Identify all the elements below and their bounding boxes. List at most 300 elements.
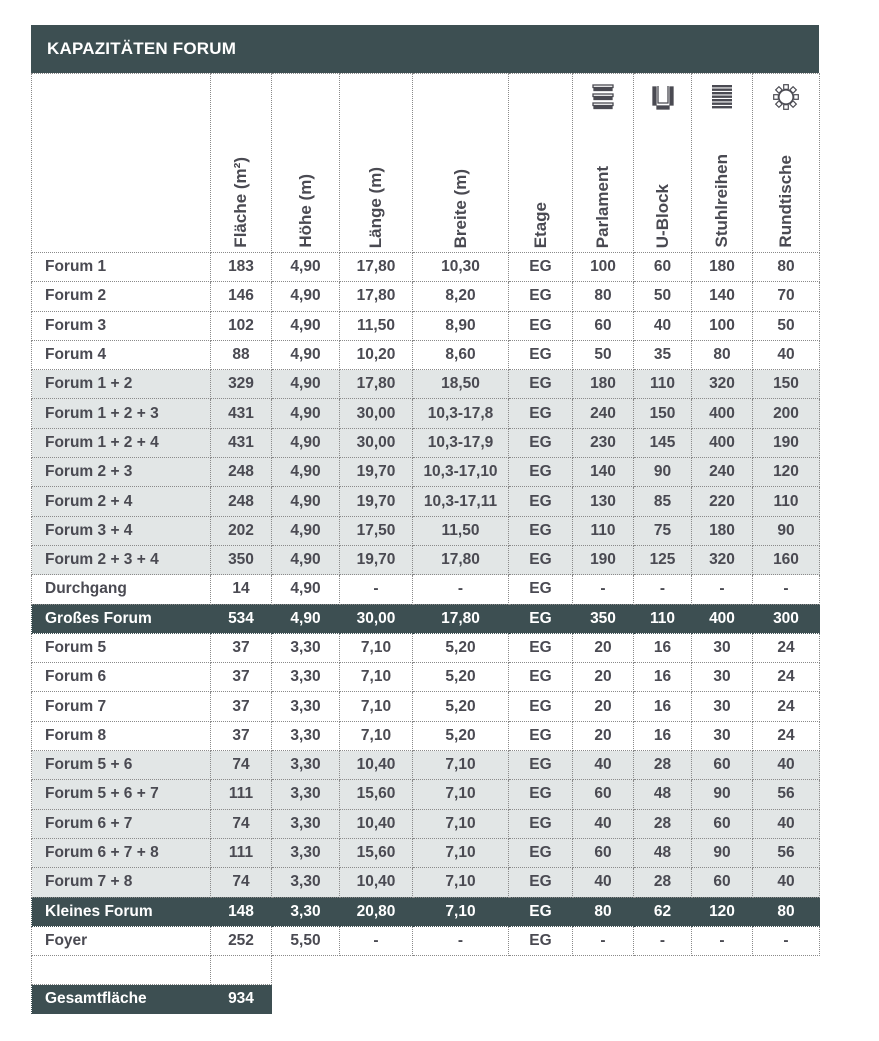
value-cell: 16 (634, 633, 692, 662)
spacer-row (32, 956, 820, 985)
table-row (32, 282, 820, 311)
value-cell: 140 (573, 458, 634, 487)
value-cell: 30 (692, 663, 753, 692)
value-cell: 110 (634, 370, 692, 399)
value-cell: 4,90 (272, 253, 340, 282)
value-cell: 3,30 (272, 838, 340, 867)
value-cell: 30,00 (340, 428, 413, 457)
room-name-cell: Forum 2 + 4 (32, 487, 211, 516)
value-cell: 150 (753, 370, 820, 399)
value-cell: 17,80 (340, 282, 413, 311)
value-cell: 56 (753, 780, 820, 809)
capacity-table-container (31, 25, 819, 1014)
value-cell: 329 (211, 370, 272, 399)
value-cell: 40 (573, 868, 634, 897)
capacity-table (31, 73, 820, 1014)
value-cell: 4,90 (272, 516, 340, 545)
value-cell: EG (509, 897, 573, 926)
room-name-cell: Forum 7 + 8 (32, 868, 211, 897)
value-cell: EG (509, 809, 573, 838)
value-cell: 4,90 (272, 311, 340, 340)
no-cell (413, 985, 509, 1014)
column-header (509, 74, 573, 253)
value-cell: 15,60 (340, 838, 413, 867)
empty-cell (32, 956, 211, 985)
value-cell: 320 (692, 545, 753, 574)
value-cell: 60 (692, 868, 753, 897)
room-name-cell: Forum 4 (32, 340, 211, 369)
table-row (32, 692, 820, 721)
value-cell: 3,30 (272, 868, 340, 897)
value-cell: 5,20 (413, 663, 509, 692)
value-cell: 17,80 (413, 604, 509, 633)
value-cell: 37 (211, 633, 272, 662)
table-row-combination (32, 545, 820, 574)
value-cell: 90 (692, 838, 753, 867)
table-row (32, 926, 820, 955)
value-cell: 7,10 (413, 751, 509, 780)
value-cell: 111 (211, 780, 272, 809)
value-cell: 8,90 (413, 311, 509, 340)
empty-cell (211, 956, 272, 985)
room-name-cell: Forum 6 + 7 + 8 (32, 838, 211, 867)
table-row-total (32, 897, 820, 926)
value-cell: 110 (753, 487, 820, 516)
value-cell: 4,90 (272, 399, 340, 428)
column-header-label: Höhe (m) (295, 174, 315, 248)
value-cell: EG (509, 545, 573, 574)
room-name-header (32, 74, 211, 253)
no-cell (692, 985, 753, 1014)
value-cell: 20,80 (340, 897, 413, 926)
value-cell: EG (509, 604, 573, 633)
room-name-cell: Forum 5 + 6 + 7 (32, 780, 211, 809)
value-cell: 20 (573, 721, 634, 750)
table-row-combination (32, 516, 820, 545)
value-cell: 400 (692, 428, 753, 457)
column-header-label: Etage (530, 201, 550, 248)
room-name-cell: Forum 6 + 7 (32, 809, 211, 838)
value-cell: 190 (753, 428, 820, 457)
room-name-cell: Forum 6 (32, 663, 211, 692)
total-area-value: 934 (211, 985, 272, 1014)
value-cell: 3,30 (272, 721, 340, 750)
value-cell: EG (509, 838, 573, 867)
value-cell: 80 (692, 340, 753, 369)
value-cell: 5,20 (413, 721, 509, 750)
value-cell: 148 (211, 897, 272, 926)
room-name-cell: Forum 5 + 6 (32, 751, 211, 780)
value-cell: 15,60 (340, 780, 413, 809)
value-cell: 145 (634, 428, 692, 457)
u-block-seating-icon (652, 84, 674, 115)
value-cell: 75 (634, 516, 692, 545)
table-row-combination (32, 399, 820, 428)
value-cell: 37 (211, 663, 272, 692)
value-cell: - (634, 575, 692, 604)
table-title: KAPAZITÄTEN FORUM (47, 39, 237, 58)
value-cell: 7,10 (413, 809, 509, 838)
value-cell: 20 (573, 633, 634, 662)
value-cell: 35 (634, 340, 692, 369)
table-row-combination (32, 751, 820, 780)
value-cell: 230 (573, 428, 634, 457)
value-cell: 74 (211, 809, 272, 838)
value-cell: 80 (753, 253, 820, 282)
value-cell: EG (509, 253, 573, 282)
value-cell: 3,30 (272, 751, 340, 780)
value-cell: 10,3-17,8 (413, 399, 509, 428)
table-row (32, 721, 820, 750)
value-cell: 183 (211, 253, 272, 282)
value-cell: 30 (692, 721, 753, 750)
value-cell: EG (509, 575, 573, 604)
table-row (32, 311, 820, 340)
value-cell: 190 (573, 545, 634, 574)
value-cell: 100 (573, 253, 634, 282)
value-cell: - (634, 926, 692, 955)
value-cell: 3,30 (272, 663, 340, 692)
value-cell: 160 (753, 545, 820, 574)
column-header-label: Rundtische (776, 155, 795, 248)
no-cell (634, 956, 692, 985)
value-cell: 240 (573, 399, 634, 428)
value-cell: 88 (211, 340, 272, 369)
value-cell: 7,10 (413, 780, 509, 809)
no-cell (573, 956, 634, 985)
value-cell: 400 (692, 399, 753, 428)
value-cell: 24 (753, 692, 820, 721)
value-cell: 350 (573, 604, 634, 633)
value-cell: 110 (573, 516, 634, 545)
value-cell: 20 (573, 663, 634, 692)
table-row (32, 340, 820, 369)
value-cell: 17,80 (340, 370, 413, 399)
value-cell: 40 (753, 751, 820, 780)
value-cell: 30,00 (340, 399, 413, 428)
room-name-cell: Forum 1 + 2 + 4 (32, 428, 211, 457)
value-cell: EG (509, 663, 573, 692)
value-cell: EG (509, 516, 573, 545)
value-cell: EG (509, 458, 573, 487)
table-body (32, 253, 820, 1014)
value-cell: 10,40 (340, 868, 413, 897)
value-cell: 60 (573, 311, 634, 340)
parliament-seating-icon (592, 84, 614, 115)
value-cell: 4,90 (272, 487, 340, 516)
table-row (32, 663, 820, 692)
value-cell: 125 (634, 545, 692, 574)
no-cell (272, 956, 340, 985)
no-cell (753, 956, 820, 985)
column-header-label: Parlament (593, 165, 612, 248)
value-cell: 110 (634, 604, 692, 633)
value-cell: 50 (634, 282, 692, 311)
value-cell: 252 (211, 926, 272, 955)
value-cell: 24 (753, 633, 820, 662)
table-row-total (32, 604, 820, 633)
value-cell: 80 (753, 897, 820, 926)
total-area-label: Gesamtfläche (32, 985, 211, 1014)
room-name-cell: Durchgang (32, 575, 211, 604)
room-name-cell: Forum 3 (32, 311, 211, 340)
value-cell: 4,90 (272, 370, 340, 399)
value-cell: 534 (211, 604, 272, 633)
column-header (340, 74, 413, 253)
value-cell: 4,90 (272, 545, 340, 574)
value-cell: EG (509, 868, 573, 897)
value-cell: 4,90 (272, 340, 340, 369)
table-row (32, 253, 820, 282)
no-cell (692, 956, 753, 985)
room-name-cell: Großes Forum (32, 604, 211, 633)
table-row (32, 575, 820, 604)
value-cell: 17,50 (340, 516, 413, 545)
value-cell: 7,10 (340, 633, 413, 662)
no-cell (413, 956, 509, 985)
value-cell: 400 (692, 604, 753, 633)
column-header-label: Breite (m) (450, 168, 470, 248)
room-name-cell: Forum 3 + 4 (32, 516, 211, 545)
value-cell: 80 (573, 282, 634, 311)
value-cell: 37 (211, 692, 272, 721)
value-cell: 40 (753, 809, 820, 838)
value-cell: - (692, 926, 753, 955)
table-row-combination (32, 868, 820, 897)
room-name-cell: Forum 1 + 2 + 3 (32, 399, 211, 428)
value-cell: EG (509, 428, 573, 457)
value-cell: 14 (211, 575, 272, 604)
value-cell: 48 (634, 838, 692, 867)
room-name-cell: Forum 8 (32, 721, 211, 750)
value-cell: - (753, 926, 820, 955)
table-row-combination (32, 487, 820, 516)
no-cell (634, 985, 692, 1014)
value-cell: 30,00 (340, 604, 413, 633)
value-cell: - (340, 926, 413, 955)
value-cell: 130 (573, 487, 634, 516)
value-cell: 5,20 (413, 633, 509, 662)
value-cell: 220 (692, 487, 753, 516)
value-cell: 60 (573, 780, 634, 809)
value-cell: 4,90 (272, 428, 340, 457)
chair-rows-seating-icon (711, 84, 733, 115)
value-cell: 7,10 (340, 721, 413, 750)
value-cell: 20 (573, 692, 634, 721)
value-cell: 7,10 (340, 663, 413, 692)
column-header-label: Stuhlreihen (712, 154, 731, 248)
column-header (272, 74, 340, 253)
value-cell: 16 (634, 721, 692, 750)
value-cell: 300 (753, 604, 820, 633)
value-cell: 10,40 (340, 809, 413, 838)
value-cell: 24 (753, 663, 820, 692)
value-cell: 24 (753, 721, 820, 750)
value-cell: EG (509, 633, 573, 662)
column-header-label: Fläche (m²) (231, 157, 250, 248)
value-cell: EG (509, 311, 573, 340)
value-cell: 60 (634, 253, 692, 282)
table-row-combination (32, 370, 820, 399)
room-name-cell: Forum 2 + 3 + 4 (32, 545, 211, 574)
value-cell: 10,3-17,9 (413, 428, 509, 457)
no-cell (509, 956, 573, 985)
value-cell: 3,30 (272, 809, 340, 838)
value-cell: 3,30 (272, 633, 340, 662)
value-cell: 7,10 (340, 692, 413, 721)
value-cell: EG (509, 340, 573, 369)
value-cell: 37 (211, 721, 272, 750)
value-cell: 180 (692, 253, 753, 282)
room-name-cell: Forum 2 (32, 282, 211, 311)
value-cell: 248 (211, 458, 272, 487)
no-cell (272, 985, 340, 1014)
value-cell: 50 (753, 311, 820, 340)
room-name-cell: Kleines Forum (32, 897, 211, 926)
value-cell: - (753, 575, 820, 604)
value-cell: 19,70 (340, 545, 413, 574)
value-cell: 50 (573, 340, 634, 369)
value-cell: 202 (211, 516, 272, 545)
value-cell: 11,50 (413, 516, 509, 545)
value-cell: 48 (634, 780, 692, 809)
total-area-row (32, 985, 820, 1014)
value-cell: - (413, 926, 509, 955)
value-cell: 90 (634, 458, 692, 487)
value-cell: 7,10 (413, 897, 509, 926)
round-tables-seating-icon (773, 84, 799, 115)
value-cell: EG (509, 751, 573, 780)
value-cell: - (413, 575, 509, 604)
no-cell (340, 985, 413, 1014)
value-cell: 60 (692, 809, 753, 838)
value-cell: EG (509, 370, 573, 399)
value-cell: EG (509, 721, 573, 750)
value-cell: 40 (634, 311, 692, 340)
value-cell: 240 (692, 458, 753, 487)
value-cell: 180 (692, 516, 753, 545)
value-cell: EG (509, 780, 573, 809)
column-header (573, 74, 634, 253)
table-title-bar (31, 25, 819, 73)
value-cell: 30 (692, 692, 753, 721)
value-cell: 4,90 (272, 604, 340, 633)
value-cell: 10,3-17,10 (413, 458, 509, 487)
room-name-cell: Forum 7 (32, 692, 211, 721)
value-cell: 7,10 (413, 838, 509, 867)
value-cell: 28 (634, 809, 692, 838)
column-header (413, 74, 509, 253)
room-name-cell: Forum 2 + 3 (32, 458, 211, 487)
value-cell: 3,30 (272, 692, 340, 721)
value-cell: 10,30 (413, 253, 509, 282)
column-header (753, 74, 820, 253)
value-cell: 28 (634, 868, 692, 897)
value-cell: 90 (753, 516, 820, 545)
value-cell: 146 (211, 282, 272, 311)
value-cell: 74 (211, 751, 272, 780)
value-cell: 4,90 (272, 575, 340, 604)
column-header (211, 74, 272, 253)
table-row-combination (32, 838, 820, 867)
value-cell: 102 (211, 311, 272, 340)
table-row-combination (32, 780, 820, 809)
value-cell: 10,3-17,11 (413, 487, 509, 516)
value-cell: 60 (692, 751, 753, 780)
value-cell: 3,30 (272, 897, 340, 926)
value-cell: - (573, 926, 634, 955)
value-cell: 8,20 (413, 282, 509, 311)
value-cell: 28 (634, 751, 692, 780)
value-cell: 4,90 (272, 282, 340, 311)
value-cell: - (573, 575, 634, 604)
column-header (634, 74, 692, 253)
value-cell: 248 (211, 487, 272, 516)
column-header-label: Länge (m) (366, 166, 385, 248)
value-cell: 431 (211, 428, 272, 457)
value-cell: 40 (753, 340, 820, 369)
value-cell: 3,30 (272, 780, 340, 809)
value-cell: - (692, 575, 753, 604)
column-header (692, 74, 753, 253)
value-cell: 16 (634, 663, 692, 692)
column-header-label: U-Block (652, 183, 672, 248)
value-cell: 180 (573, 370, 634, 399)
value-cell: 74 (211, 868, 272, 897)
value-cell: EG (509, 487, 573, 516)
value-cell: 17,80 (340, 253, 413, 282)
value-cell: 5,20 (413, 692, 509, 721)
value-cell: 40 (753, 868, 820, 897)
value-cell: 18,50 (413, 370, 509, 399)
table-row-combination (32, 428, 820, 457)
value-cell: 16 (634, 692, 692, 721)
value-cell: 350 (211, 545, 272, 574)
value-cell: 150 (634, 399, 692, 428)
column-header-row (32, 74, 820, 253)
no-cell (340, 956, 413, 985)
value-cell: EG (509, 926, 573, 955)
value-cell: 8,60 (413, 340, 509, 369)
value-cell: 80 (573, 897, 634, 926)
value-cell: 60 (573, 838, 634, 867)
value-cell: 10,40 (340, 751, 413, 780)
no-cell (753, 985, 820, 1014)
value-cell: 5,50 (272, 926, 340, 955)
value-cell: 40 (573, 751, 634, 780)
no-cell (573, 985, 634, 1014)
value-cell: 85 (634, 487, 692, 516)
value-cell: 200 (753, 399, 820, 428)
table-row (32, 633, 820, 662)
value-cell: 140 (692, 282, 753, 311)
value-cell: 431 (211, 399, 272, 428)
value-cell: 30 (692, 633, 753, 662)
value-cell: 40 (573, 809, 634, 838)
value-cell: 120 (692, 897, 753, 926)
value-cell: 62 (634, 897, 692, 926)
value-cell: 100 (692, 311, 753, 340)
value-cell: 19,70 (340, 487, 413, 516)
value-cell: 17,80 (413, 545, 509, 574)
value-cell: 4,90 (272, 458, 340, 487)
room-name-cell: Foyer (32, 926, 211, 955)
value-cell: 19,70 (340, 458, 413, 487)
value-cell: 7,10 (413, 868, 509, 897)
room-name-cell: Forum 5 (32, 633, 211, 662)
value-cell: 56 (753, 838, 820, 867)
value-cell: - (340, 575, 413, 604)
